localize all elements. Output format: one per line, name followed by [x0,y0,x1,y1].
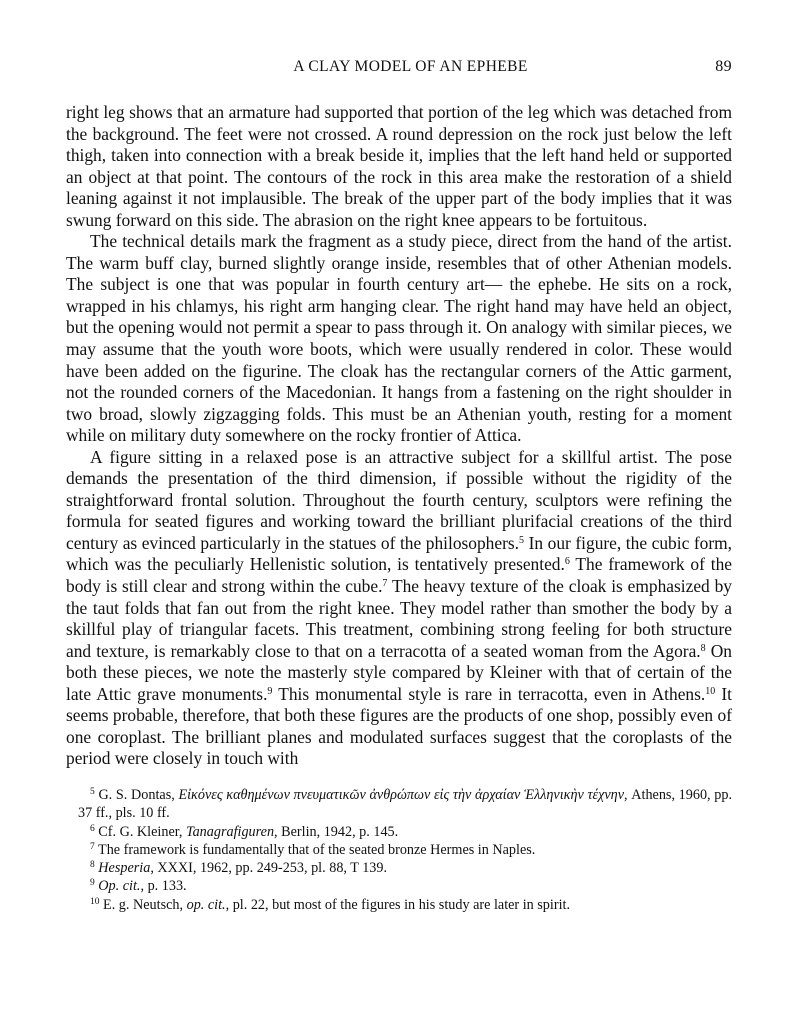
running-title: A CLAY MODEL OF AN EPHEBE [293,58,528,75]
paragraph-text: right leg shows that an armature had supported that portion of the leg which was detached from the background. The feet were not crossed. A round depression on the rock just below the left thigh, taken into connection with a break beside it, implies that the left hand held or supported an object at that point. The contours of the rock in this area make the restoration of a shield leaning against it not implausible. The break of the upper part of the body implies that it was swung forward on this side. The abrasion on the right knee appears to be fortuitous. [66,102,732,230]
footnote-reference[interactable]: 7 [382,578,388,590]
footnote [78,896,732,914]
footnotes [66,786,732,914]
footnote-text: , Athens, 1960, pp. 37 ff., pls. 10 ff. [78,786,733,822]
footnote-reference[interactable]: 8 [700,642,706,654]
footnote-text: Εἰκόνες καθημένων πνευματικῶν ἀνθρώπων εἰς τὴν ἀρχαίαν Ἑλληνικὴν τέχνην [178,786,625,803]
paragraph-text: The technical details mark the fragment as a study piece, direct from the hand of the artist. The warm buff clay, burned slightly orange inside, resembles that of other Athenian models. The subject is one that was popular in fourth century art— the ephebe. He sits on a rock, wrapped in his chlamys, his right arm hanging clear. The right hand may have held an object, but the opening would not permit a spear to pass through it. On analogy with similar pieces, we may assume that the youth wore boots, which were usually rendered in color. These would have been added on the figurine. The cloak has the rectangular corners of the Attic garment, not the rounded corners of the Macedonian. It hangs from a fastening on the right shoulder in two broad, slowly zigzagging folds. This must be an Athenian youth, resting for a moment while on military duty somewhere on the rocky frontier of Attica. [66,231,732,446]
footnote-text: , p. 133. [140,878,187,895]
paragraph-text: The heavy texture of the cloak is emphasized by the taut folds that fan out from the right knee. They model rather than smother the body by a skillful play of triangular facets. This treatment, combining strong feeling for both structure and texture, is remarkably close to that on a terracotta of a seated woman from the Agora. [66,576,732,661]
footnote-reference[interactable]: 10 [705,685,716,697]
footnote-reference[interactable]: 6 [564,556,570,568]
footnote-text: Op. cit. [98,878,141,895]
running-header [66,58,732,88]
footnote [78,859,732,877]
footnote-text: Cf. G. Kleiner, [98,823,186,840]
paragraph-text: A figure sitting in a relaxed pose is an attractive subject for a skillful artist. The pose demands the presentation of the third dimension, if possible without the rigidity of the straightforward frontal solution. Throughout the fourth century, sculptors were refining the formula for seated figures and working toward the brilliant plurifacial creations of the third century as evinced particularly in the statues of the philosophers. [66,446,732,553]
body-text [66,102,732,770]
footnote [78,786,732,823]
body-paragraph [66,447,732,770]
footnote [78,841,732,859]
footnote-number: 5 [90,786,95,797]
footnote [78,823,732,841]
paragraph-text: The framework of the body is still clear and strong within the cube. [66,554,732,597]
footnote-text: , pl. 22, but most of the figures in his study are later in spirit. [225,896,571,913]
body-paragraph [66,231,732,446]
footnote-number: 7 [90,841,95,852]
page-number: 89 [715,58,732,75]
footnote-number: 10 [90,896,100,907]
paragraph-text: In our figure, the cubic form, which was the peculiarly Hellenistic solution, is tentatively presented. [66,532,732,575]
footnote-text: , Berlin, 1942, p. 145. [274,823,399,840]
footnote-reference[interactable]: 9 [267,685,273,697]
footnote-reference[interactable]: 5 [519,534,525,546]
footnote-text: Hesperia [98,860,151,877]
paragraph-text: It seems probable, therefore, that both these figures are the products of one shop, possibly even of one coroplast. The brilliant planes and modulated surfaces suggest that the coroplasts of the period were closely in touch with [66,683,733,769]
footnote-text: E. g. Neutsch, [103,896,187,913]
footnote-text: The framework is fundamentally that of the seated bronze Hermes in Naples. [98,841,536,858]
paragraph-text: On both these pieces, we note the masterly style compared by Kleiner with that of certain of the late Attic grave monuments. [66,640,732,704]
footnote [78,877,732,895]
footnote-number: 8 [90,860,95,871]
body-paragraph [66,102,732,231]
footnote-text: , XXXI, 1962, pp. 249-253, pl. 88, T 139. [150,860,388,877]
paragraph-text: This monumental style is rare in terracotta, even in Athens. [272,683,706,704]
footnote-number: 9 [90,878,95,889]
footnote-number: 6 [90,823,95,834]
footnote-text: op. cit. [186,896,226,913]
footnote-text: G. S. Dontas, [98,786,179,803]
footnote-text: Tanagrafiguren [186,823,275,840]
